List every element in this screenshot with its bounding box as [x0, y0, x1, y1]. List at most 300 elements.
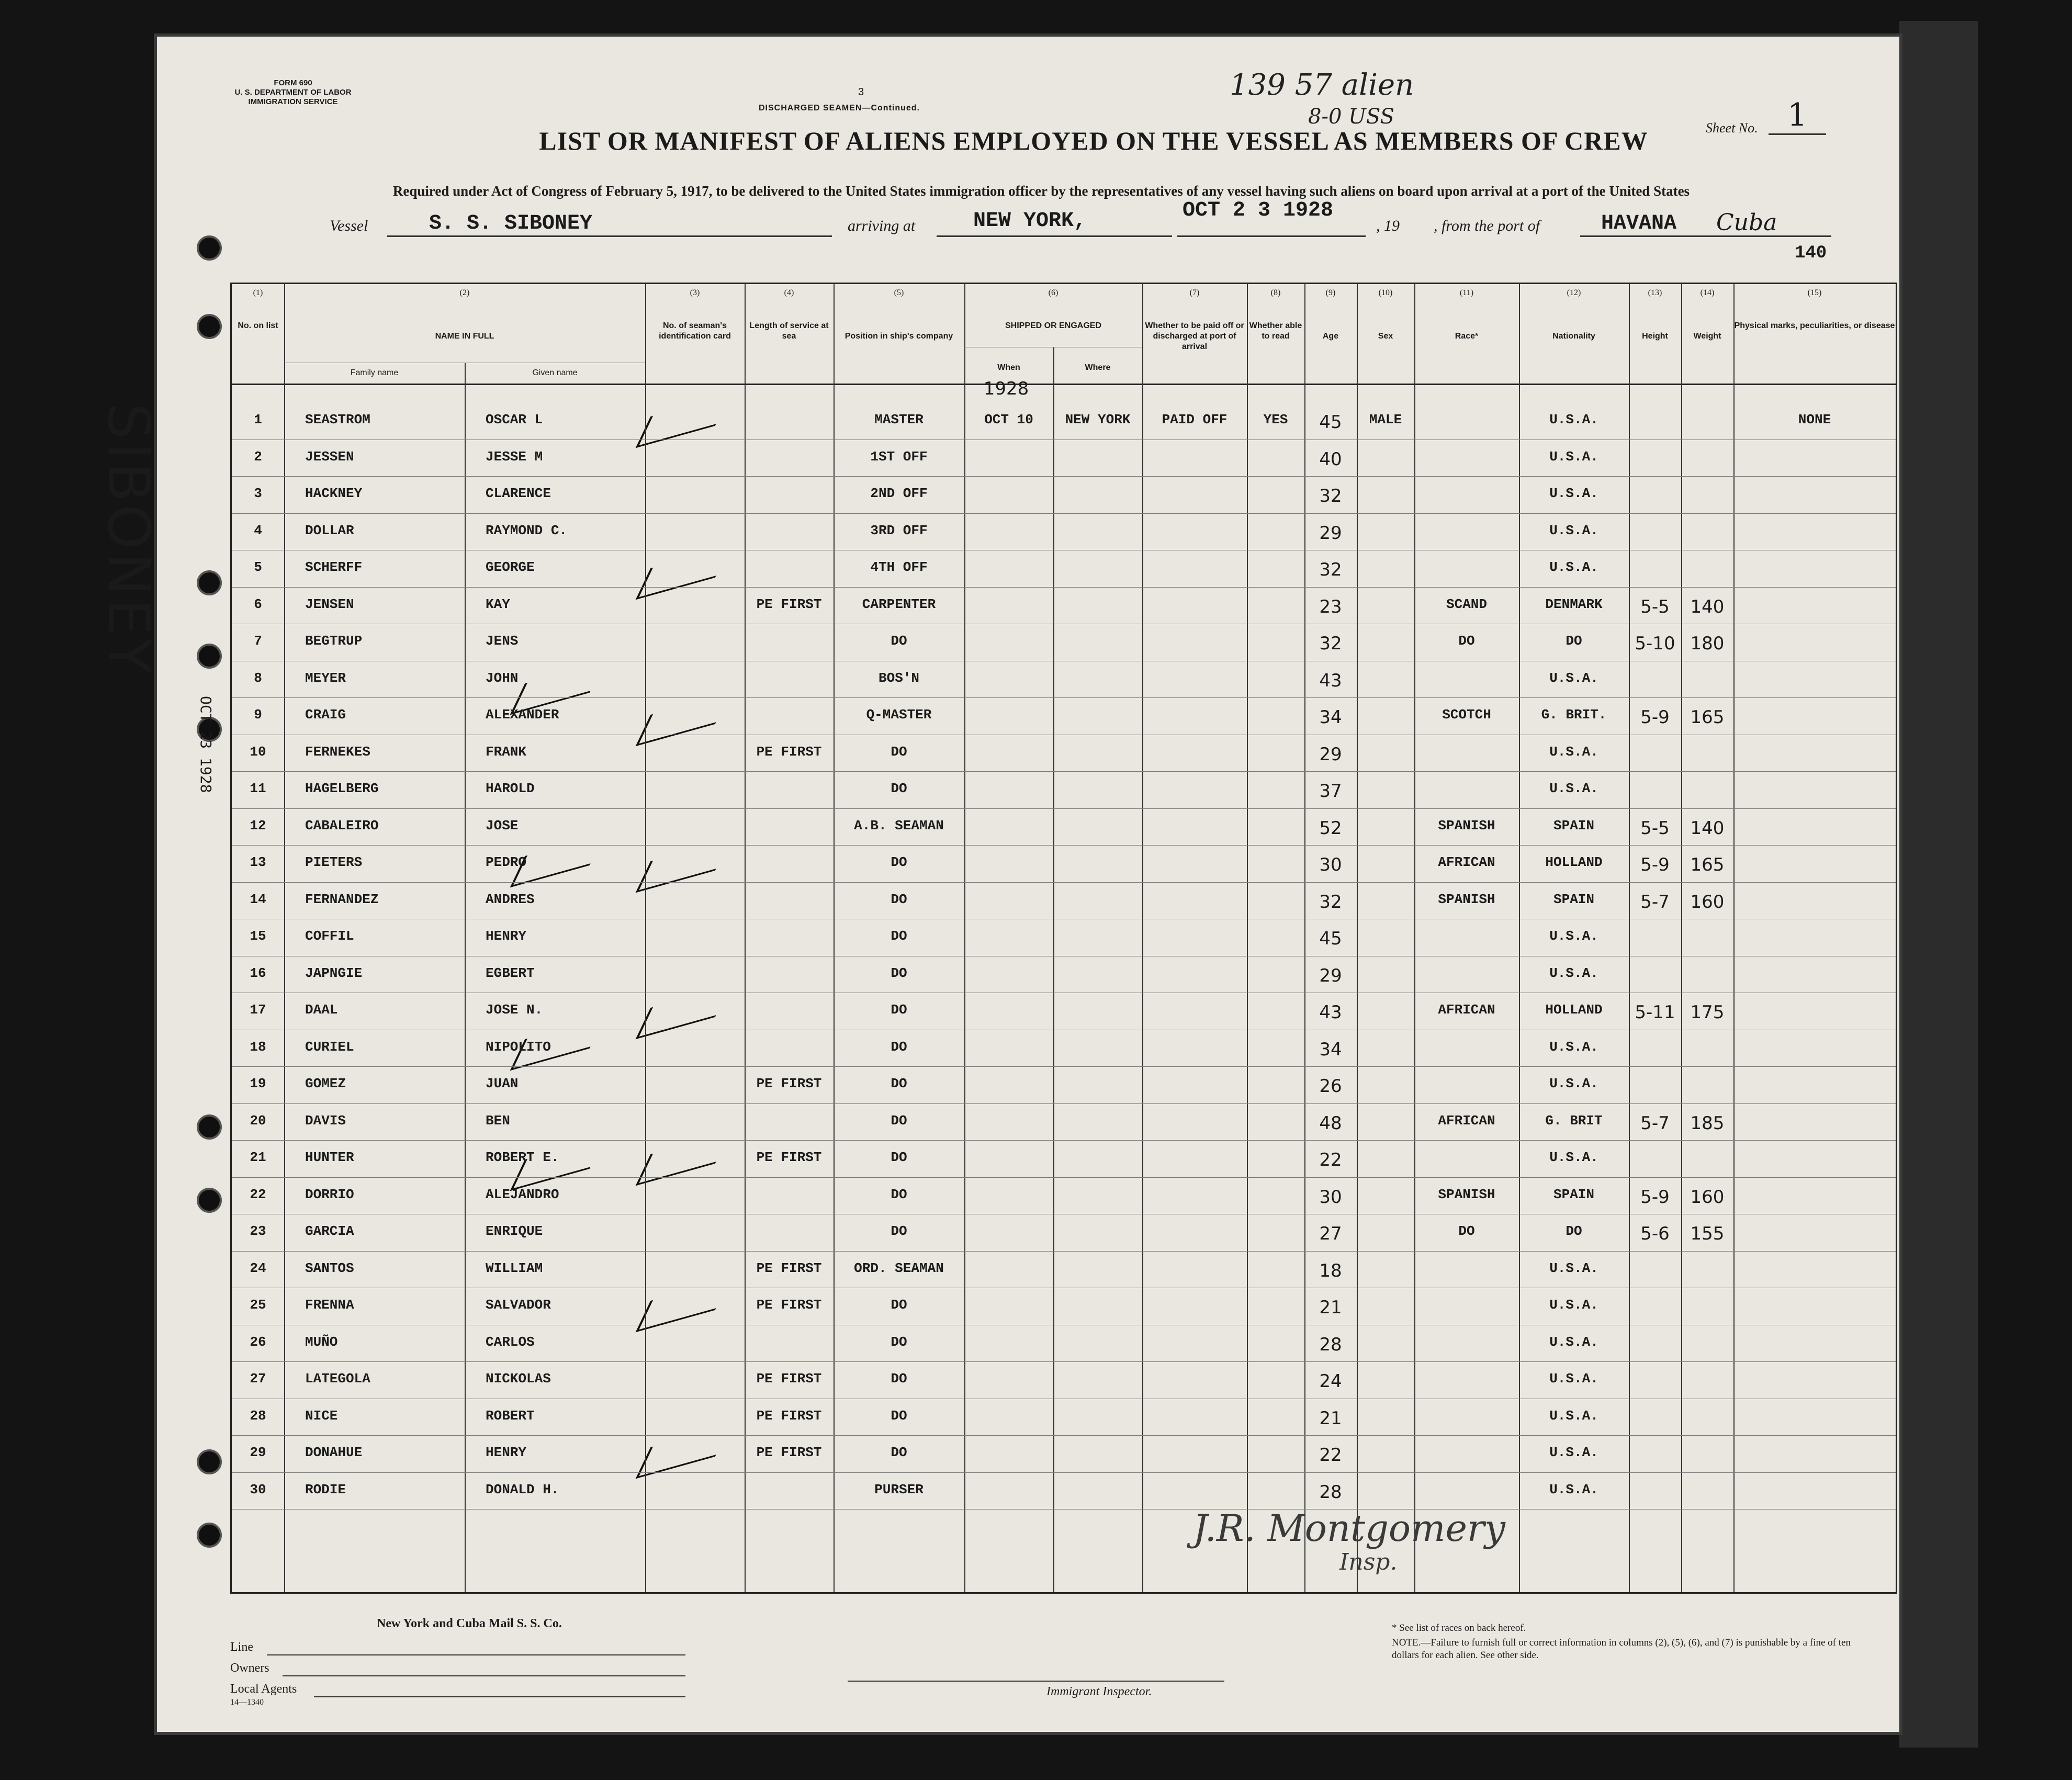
family-name-cell: CURIEL — [305, 1039, 354, 1055]
row-number-cell: 30 — [250, 1481, 266, 1497]
family-name-cell: HUNTER — [305, 1150, 354, 1165]
table-footer-line — [232, 1592, 1896, 1594]
race-cell: DO — [1458, 1223, 1475, 1239]
row-number-cell: 10 — [250, 743, 266, 760]
position-cell: DO — [891, 891, 907, 907]
position-cell: Q-MASTER — [866, 707, 932, 723]
shipped-where-cell: NEW YORK — [1065, 412, 1131, 427]
row-number-cell: 23 — [250, 1223, 266, 1239]
sex-cell: MALE — [1369, 412, 1402, 427]
row-number-cell: 14 — [250, 891, 266, 907]
family-name-cell: MUÑO — [305, 1334, 338, 1350]
race-cell: DO — [1458, 633, 1475, 649]
row-number-cell: 8 — [254, 670, 262, 686]
race-cell: SPANISH — [1438, 1186, 1495, 1202]
col-header-when: When — [997, 363, 1020, 372]
punch-hole — [197, 1188, 222, 1213]
column-number: (15) — [1807, 288, 1822, 297]
weight-cell: 165 — [1690, 707, 1725, 728]
position-cell: DO — [891, 1334, 907, 1350]
family-name-cell: SEASTROM — [305, 412, 370, 427]
family-name-cell: DONAHUE — [305, 1445, 363, 1460]
age-cell: 32 — [1319, 486, 1342, 506]
column-divider — [1053, 347, 1054, 1592]
height-cell: 5-9 — [1640, 1186, 1670, 1208]
family-name-cell: DORRIO — [305, 1186, 354, 1202]
position-cell: 2ND OFF — [870, 486, 928, 501]
row-number-cell: 11 — [250, 781, 266, 796]
column-divider — [964, 284, 965, 1592]
family-name-cell: NICE — [305, 1407, 338, 1424]
race-cell: SCOTCH — [1442, 707, 1491, 723]
punch-hole — [197, 235, 222, 261]
column-divider — [1247, 284, 1248, 1592]
row-number-cell: 24 — [250, 1260, 266, 1276]
weight-cell: 175 — [1690, 1002, 1725, 1023]
given-name-cell: PEDRO — [486, 854, 527, 870]
given-name-cell: ROBERT E. — [486, 1150, 559, 1165]
given-name-cell: ALEXANDER — [486, 707, 559, 723]
arrival-date: OCT 2 3 1928 — [1183, 199, 1334, 222]
age-cell: 28 — [1319, 1481, 1342, 1503]
column-number: (3) — [690, 288, 700, 297]
age-cell: 37 — [1319, 781, 1342, 802]
nationality-cell: U.S.A. — [1549, 1150, 1598, 1165]
vessel-name: S. S. SIBONEY — [429, 212, 593, 235]
nationality-cell: U.S.A. — [1549, 1076, 1598, 1091]
service-length-cell: PE FIRST — [756, 1445, 822, 1460]
col-header-age: Age — [1322, 332, 1339, 341]
manifest-sheet — [95, 37, 1899, 1732]
table-row — [232, 476, 1896, 477]
weight-cell: 165 — [1690, 854, 1725, 875]
owners-label: Owners — [230, 1661, 269, 1675]
row-number-cell: 17 — [250, 1002, 266, 1018]
age-cell: 21 — [1319, 1297, 1342, 1318]
column-number: (5) — [894, 288, 904, 297]
table-row — [232, 1140, 1896, 1141]
table-row — [232, 587, 1896, 588]
physical-marks-cell: NONE — [1798, 412, 1831, 427]
age-cell: 40 — [1319, 448, 1342, 470]
age-cell: 32 — [1319, 633, 1342, 654]
table-row — [232, 1066, 1896, 1067]
company-name: New York and Cuba Mail S. S. Co. — [377, 1617, 562, 1630]
position-cell: DO — [891, 928, 907, 944]
height-cell: 5-9 — [1640, 707, 1670, 728]
stamp-date: OCT 23 1928 — [197, 696, 215, 793]
owners-underline — [283, 1674, 685, 1676]
height-cell: 5-9 — [1640, 854, 1670, 875]
shipped-when-cell: OCT 10 — [984, 412, 1033, 427]
age-cell: 32 — [1319, 559, 1342, 580]
row-number-cell: 21 — [250, 1150, 266, 1165]
handwritten-check — [636, 693, 730, 747]
family-name-cell: PIETERS — [305, 854, 363, 870]
position-cell: 4TH OFF — [870, 559, 928, 575]
handwritten-check — [636, 986, 730, 1040]
given-name-cell: BEN — [486, 1112, 510, 1129]
year-note: 1928 — [983, 378, 1029, 399]
age-cell: 21 — [1319, 1407, 1342, 1429]
row-number-cell: 4 — [254, 522, 262, 538]
nationality-cell: U.S.A. — [1549, 522, 1598, 538]
given-name-cell: CARLOS — [486, 1334, 535, 1350]
table-row — [232, 882, 1896, 883]
siboney-stamp: SIBONEY — [95, 403, 162, 677]
position-cell: DO — [891, 965, 907, 981]
nationality-cell: U.S.A. — [1549, 1260, 1598, 1276]
column-number: (6) — [1048, 288, 1058, 297]
given-name-cell: RAYMOND C. — [486, 522, 568, 538]
weight-cell: 140 — [1690, 817, 1725, 839]
age-cell: 24 — [1319, 1371, 1342, 1392]
column-divider — [1629, 284, 1630, 1592]
punch-hole — [197, 1114, 222, 1140]
weight-cell: 155 — [1690, 1223, 1725, 1244]
given-name-cell: KAY — [486, 596, 510, 612]
given-name-cell: JENS — [486, 633, 519, 649]
position-cell: DO — [891, 1076, 907, 1091]
page-number: 3 — [858, 86, 864, 98]
height-cell: 5-11 — [1635, 1002, 1675, 1023]
position-cell: MASTER — [874, 412, 924, 427]
column-divider — [284, 284, 285, 1592]
punch-hole — [197, 314, 222, 339]
row-number-cell: 25 — [250, 1297, 266, 1313]
height-cell: 5-10 — [1635, 633, 1675, 654]
given-name-cell: HAROLD — [486, 781, 535, 796]
given-name-cell: GEORGE — [486, 559, 535, 575]
column-number: (1) — [253, 288, 263, 297]
row-number-cell: 18 — [250, 1039, 266, 1055]
col-header-given: Given name — [532, 368, 578, 377]
handwritten-check — [636, 546, 730, 600]
able-to-read-cell: YES — [1263, 412, 1288, 427]
family-name-cell: JAPNGIE — [305, 965, 363, 981]
table-row — [232, 1177, 1896, 1178]
height-cell: 5-7 — [1640, 891, 1670, 912]
column-divider — [465, 363, 466, 1592]
nationality-cell: U.S.A. — [1549, 1407, 1598, 1424]
given-name-cell: JOHN — [486, 670, 519, 686]
handwritten-annotation: 139 57 alien — [1230, 68, 1414, 102]
position-cell: 1ST OFF — [870, 448, 928, 465]
column-divider — [1681, 284, 1682, 1592]
race-cell: AFRICAN — [1438, 1112, 1495, 1129]
nationality-cell: DENMARK — [1545, 596, 1603, 612]
row-number-cell: 28 — [250, 1407, 266, 1424]
row-number-cell: 12 — [250, 817, 266, 833]
age-cell: 26 — [1319, 1076, 1342, 1097]
age-cell: 22 — [1319, 1445, 1342, 1466]
race-cell: SPANISH — [1438, 891, 1495, 907]
table-row — [232, 808, 1896, 809]
service-length-cell: PE FIRST — [756, 1407, 822, 1424]
col-header-sex: Sex — [1378, 332, 1393, 341]
age-cell: 52 — [1319, 817, 1342, 839]
family-name-cell: SANTOS — [305, 1260, 354, 1276]
race-cell: SPANISH — [1438, 817, 1495, 833]
position-cell: DO — [891, 743, 907, 760]
given-name-cell: JESSE M — [486, 448, 543, 465]
family-name-cell: MEYER — [305, 670, 346, 686]
given-name-cell: JOSE N. — [486, 1002, 543, 1018]
age-cell: 30 — [1319, 1186, 1342, 1208]
races-note: * See list of races on back hereof. — [1392, 1623, 1526, 1633]
given-name-cell: JOSE — [486, 817, 519, 833]
row-number-cell: 26 — [250, 1334, 266, 1350]
row-number-cell: 27 — [250, 1371, 266, 1387]
given-name-cell: NIPOLITO — [486, 1039, 551, 1055]
nationality-cell: U.S.A. — [1549, 1297, 1598, 1313]
inspector-signature: J.R. Montgomery — [1193, 1507, 1505, 1550]
given-name-cell: HENRY — [486, 928, 527, 944]
column-divider — [1414, 284, 1415, 1592]
position-cell: PURSER — [874, 1481, 924, 1497]
column-number: (13) — [1648, 288, 1662, 297]
nationality-cell: U.S.A. — [1549, 486, 1598, 501]
nationality-cell: HOLLAND — [1545, 1002, 1603, 1018]
age-cell: 27 — [1319, 1223, 1342, 1244]
weight-cell: 160 — [1690, 891, 1725, 912]
given-name-cell: ALEJANDRO — [486, 1186, 559, 1202]
age-cell: 18 — [1319, 1260, 1342, 1281]
col-header-no: No. on list — [238, 321, 278, 330]
position-cell: DO — [891, 1112, 907, 1129]
punch-hole — [197, 1523, 222, 1548]
nationality-cell: U.S.A. — [1549, 965, 1598, 981]
row-number-cell: 13 — [250, 854, 266, 870]
position-cell: DO — [891, 1039, 907, 1055]
given-name-cell: HENRY — [486, 1445, 527, 1460]
signature-title: Insp. — [1339, 1549, 1398, 1575]
given-name-cell: JUAN — [486, 1076, 519, 1091]
given-name-cell: DONALD H. — [486, 1481, 559, 1497]
nationality-cell: DO — [1566, 1223, 1582, 1239]
column-number: (11) — [1459, 288, 1474, 297]
family-name-cell: HAGELBERG — [305, 781, 379, 796]
given-name-cell: FRANK — [486, 743, 527, 760]
position-cell: A.B. SEAMAN — [854, 817, 944, 833]
age-cell: 43 — [1319, 670, 1342, 691]
nationality-cell: U.S.A. — [1549, 448, 1598, 465]
family-name-cell: CABALEIRO — [305, 817, 379, 833]
race-cell: AFRICAN — [1438, 854, 1495, 870]
given-name-cell: SALVADOR — [486, 1297, 551, 1313]
crew-table — [230, 283, 1897, 1594]
nationality-cell: G. BRIT — [1545, 1112, 1603, 1129]
position-cell: CARPENTER — [862, 596, 936, 612]
col-header-shipped: SHIPPED OR ENGAGED — [1005, 321, 1102, 330]
given-name-cell: ANDRES — [486, 891, 535, 907]
age-cell: 34 — [1319, 1039, 1342, 1060]
position-cell: 3RD OFF — [870, 522, 928, 538]
column-number: (10) — [1378, 288, 1393, 297]
col-header-position: Position in ship's company — [844, 332, 953, 341]
handwritten-check — [636, 839, 730, 893]
punch-hole — [197, 1449, 222, 1474]
row-number-cell: 5 — [254, 559, 262, 575]
table-row — [232, 697, 1896, 698]
penalty-note: NOTE.—Failure to furnish full or correct information in columns (2), (5), (6), and (7) is punishable by a fine of ten dollars for each alien. See other side. — [1392, 1637, 1851, 1661]
service-length-cell: PE FIRST — [756, 743, 822, 760]
age-cell: 45 — [1319, 928, 1342, 949]
age-cell: 30 — [1319, 854, 1342, 875]
nationality-cell: SPAIN — [1553, 891, 1594, 907]
col-header-family: Family name — [350, 368, 399, 377]
nationality-cell: U.S.A. — [1549, 412, 1598, 427]
service-length-cell: PE FIRST — [756, 1076, 822, 1091]
table-row — [232, 1251, 1896, 1252]
column-number: (9) — [1325, 288, 1336, 297]
age-cell: 48 — [1319, 1112, 1342, 1134]
col-header-name: NAME IN FULL — [435, 332, 494, 341]
family-name-cell: SCHERFF — [305, 559, 363, 575]
col-header-marks: Physical marks, peculiarities, or disease — [1734, 321, 1895, 330]
family-name-cell: JENSEN — [305, 596, 354, 612]
nationality-cell: G. BRIT. — [1541, 707, 1607, 723]
table-row — [232, 1435, 1896, 1436]
column-number: (4) — [784, 288, 794, 297]
table-row — [232, 771, 1896, 772]
sheet-number-value: 1 — [1769, 97, 1826, 135]
from-port-label: , from the port of — [1434, 217, 1540, 234]
position-cell: DO — [891, 1186, 907, 1202]
nationality-cell: U.S.A. — [1549, 1371, 1598, 1387]
handwritten-annotation-2: 8-0 USS — [1308, 105, 1394, 129]
column-number: (8) — [1270, 288, 1281, 297]
row-number-cell: 16 — [250, 965, 266, 981]
arrival-port: NEW YORK, — [973, 209, 1087, 233]
table-row — [232, 845, 1896, 846]
height-cell: 5-5 — [1640, 596, 1670, 617]
position-cell: DO — [891, 781, 907, 796]
row-number-cell: 22 — [250, 1186, 266, 1202]
row-number-cell: 20 — [250, 1112, 266, 1129]
inspector-label: Immigrant Inspector. — [1046, 1685, 1152, 1698]
race-cell: AFRICAN — [1438, 1002, 1495, 1018]
age-cell: 45 — [1319, 412, 1342, 433]
height-cell: 5-5 — [1640, 817, 1670, 839]
family-name-cell: DOLLAR — [305, 522, 354, 538]
family-name-cell: COFFIL — [305, 928, 354, 944]
from-port: HAVANA — [1601, 212, 1677, 235]
family-name-cell: RODIE — [305, 1481, 346, 1497]
from-country: Cuba — [1716, 209, 1777, 236]
column-number: (7) — [1189, 288, 1200, 297]
family-name-cell: CRAIG — [305, 707, 346, 723]
service-length-cell: PE FIRST — [756, 1150, 822, 1165]
age-cell: 28 — [1319, 1334, 1342, 1355]
table-row — [232, 513, 1896, 514]
column-divider — [1142, 284, 1143, 1592]
row-number-cell: 1 — [254, 412, 262, 427]
family-name-cell: BEGTRUP — [305, 633, 363, 649]
age-cell: 34 — [1319, 707, 1342, 728]
column-number: (12) — [1567, 288, 1581, 297]
service-length-cell: PE FIRST — [756, 1371, 822, 1387]
col-header-read: Whether able to read — [1249, 321, 1302, 341]
column-divider — [1357, 284, 1358, 1592]
position-cell: BOS'N — [878, 670, 919, 686]
nationality-cell: U.S.A. — [1549, 1481, 1598, 1497]
position-cell: DO — [891, 633, 907, 649]
family-name-cell: HACKNEY — [305, 486, 363, 501]
header-divider — [232, 384, 1896, 385]
nationality-cell: HOLLAND — [1545, 854, 1603, 870]
given-name-cell: ENRIQUE — [486, 1223, 543, 1239]
nationality-cell: U.S.A. — [1549, 1039, 1598, 1055]
nationality-cell: U.S.A. — [1549, 743, 1598, 760]
family-name-cell: FERNANDEZ — [305, 891, 379, 907]
given-name-cell: WILLIAM — [486, 1260, 543, 1276]
age-cell: 29 — [1319, 522, 1342, 544]
table-row — [232, 1472, 1896, 1473]
continued-label: DISCHARGED SEAMEN—Continued. — [759, 104, 920, 112]
age-cell: 22 — [1319, 1150, 1342, 1170]
nationality-cell: U.S.A. — [1549, 1445, 1598, 1460]
form-number: FORM 690 U. S. DEPARTMENT OF LABOR IMMIGRATION SERVICE — [234, 78, 352, 106]
column-number: (2) — [459, 288, 470, 297]
given-name-cell: NICKOLAS — [486, 1371, 551, 1387]
table-row — [232, 1361, 1896, 1362]
col-header-weight: Weight — [1693, 332, 1721, 341]
row-number-cell: 2 — [254, 448, 262, 465]
given-name-cell: EGBERT — [486, 965, 535, 981]
family-name-cell: FERNEKES — [305, 743, 370, 760]
race-cell: SCAND — [1446, 596, 1487, 612]
table-row — [232, 1103, 1896, 1104]
nationality-cell: SPAIN — [1553, 817, 1594, 833]
row-number-cell: 6 — [254, 596, 262, 612]
col-header-nationality: Nationality — [1552, 332, 1595, 341]
row-number-cell: 3 — [254, 486, 262, 501]
family-name-cell: LATEGOLA — [305, 1371, 370, 1387]
agents-underline — [314, 1695, 685, 1697]
column-number: (14) — [1700, 288, 1715, 297]
position-cell: ORD. SEAMAN — [854, 1260, 944, 1276]
age-cell: 32 — [1319, 891, 1342, 912]
given-name-cell: OSCAR L — [486, 412, 543, 427]
dark-backing-strip — [1899, 21, 1978, 1748]
service-length-cell: PE FIRST — [756, 1260, 822, 1276]
form-code: 14—1340 — [230, 1698, 264, 1707]
punch-hole — [197, 570, 222, 595]
column-divider — [745, 284, 746, 1592]
nationality-cell: U.S.A. — [1549, 670, 1598, 686]
handwritten-check — [636, 395, 730, 448]
age-cell: 29 — [1319, 743, 1342, 765]
col-header-service: Length of service at sea — [749, 321, 829, 341]
line-label: Line — [230, 1640, 253, 1654]
age-cell: 43 — [1319, 1002, 1342, 1023]
family-name-cell: JESSEN — [305, 448, 354, 465]
year-label: , 19 — [1376, 217, 1400, 234]
family-name-cell: GARCIA — [305, 1223, 354, 1239]
col-header-race: Race* — [1455, 332, 1479, 341]
given-name-cell: ROBERT — [486, 1407, 535, 1424]
punch-hole — [197, 644, 222, 669]
col-header-height: Height — [1642, 332, 1668, 341]
position-cell: DO — [891, 1150, 907, 1165]
nationality-cell: U.S.A. — [1549, 1334, 1598, 1350]
service-length-cell: PE FIRST — [756, 596, 822, 612]
row-number-cell: 9 — [254, 707, 262, 723]
col-header-seaman-id: No. of seaman's identification card — [659, 321, 731, 341]
vessel-label: Vessel — [330, 217, 368, 234]
nationality-cell: DO — [1566, 633, 1582, 649]
